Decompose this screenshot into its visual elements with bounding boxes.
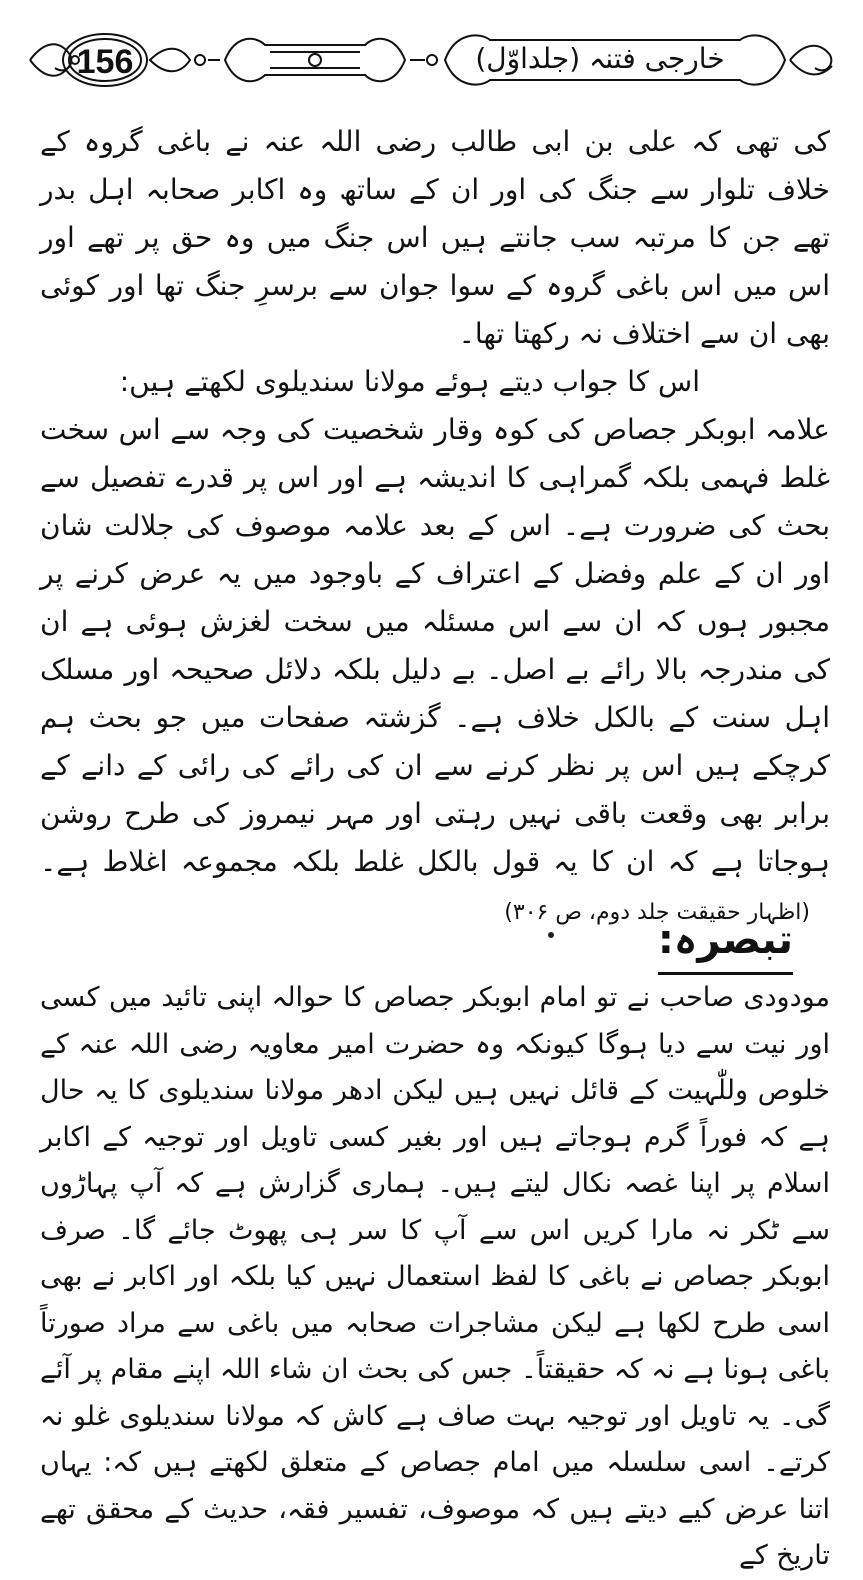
section-1-text: [40, 118, 830, 937]
paragraph-2: اس کا جواب دیتے ہوئے مولانا سندیلوی لکھتے ہیں:: [119, 365, 700, 398]
page-number: 156: [76, 43, 134, 81]
citation: (اظہار حقیقت جلد دوم، ص ۳۰۶): [504, 900, 810, 925]
section-2-text: [40, 975, 830, 1580]
running-title: خارجی فتنہ (جلداوّل): [475, 42, 725, 75]
paragraph-3: [40, 406, 830, 937]
speck: [548, 932, 554, 938]
page-header: [0, 0, 863, 110]
paragraph-4: مودودی صاحب نے تو امام ابوبکر جصاص کا حوالہ اپنی تائید میں کسی اور نیت سے دیا ہوگا کیونکہ وہ حضرت امیر معاویہ رضی اللہ عنہ کے خلوص وللّٰہیت کے قائل نہیں ہیں لیکن ادھر مولانا سندیلوی کا یہ حال ہے کہ فوراً گرم ہوجاتے ہیں اور بغیر کسی تاویل اور توجیہ کے اکابر اسلام پر اپنا غصہ نکال لیتے ہیں۔ ہماری گزارش ہے کہ آپ پہاڑوں سے ٹکر نہ مارا کریں اس سے آپ کا سر ہی پھوٹ جائے گا۔ صرف ابوبکر جصاص نے باغی کا لفظ استعمال نہیں کیا بلکہ اور اکابر نے بھی اسی طرح لکھا ہے لیکن مشاجرات صحابہ میں باغی سے مراد صورتاً باغی ہونا ہے نہ کہ حقیقتاً۔ جس کی بحث ان شاء اللہ اپنے مقام پر آئے گی۔ یہ تاویل اور توجیہ بہت صاف ہے کاش کہ مولانا سندیلوی غلو نہ کرتے۔ اسی سلسلہ میں امام جصاص کے متعلق لکھتے ہیں کہ: یہاں اتنا عرض کیے دیتے ہیں کہ موصوف، تفسیر فقہ، حدیث کے محقق تھے تاریخ کے: [40, 982, 830, 1571]
paragraph-3-text: علامہ ابوبکر جصاص کی کوہ وقار شخصیت کی وجہ سے اس سخت غلط فہمی بلکہ گمراہی کا اندیشہ ہے اور اس پر قدرے تفصیل سے بحث کی ضرورت ہے۔ اس کے بعد علامہ موصوف کی جلالت شان اور ان کے علم وفضل کے اعتراف کے باوجود میں یہ عرض کرنے پر مجبور ہوں کہ ان سے اس مسئلہ میں سخت لغزش ہوئی ہے ان کی مندرجہ بالا رائے بے اصل۔ بے دلیل بلکہ دلائل صحیحہ اور مسلک اہل سنت کے بالکل خلاف ہے۔ گزشتہ صفحات میں جو بحث ہم کرچکے ہیں اس پر نظر کرنے سے ان کی رائے کی رائی کے دانے کے برابر بھی وقعت باقی نہیں رہتی اور مہر نیمروز کی طرح روشن ہوجاتا ہے کہ ان کا یہ قول بالکل غلط بلکہ مجموعہ اغلاط ہے۔: [40, 413, 830, 878]
paragraph-1: کی تھی کہ علی بن ابی طالب رضی اللہ عنہ نے باغی گروہ کے خلاف تلوار سے جنگ کی اور ان کے ساتھ وہ اکابر صحابہ اہل بدر تھے جن کا مرتبہ سب جانتے ہیں اس جنگ میں وہ حق پر تھے اور اس میں اس باغی گروہ کے سوا جوان سے برسرِ جنگ تھا اور کوئی بھی ان سے اختلاف نہ رکھتا تھا۔: [40, 125, 830, 350]
section-heading: تبصرہ:: [658, 912, 793, 975]
